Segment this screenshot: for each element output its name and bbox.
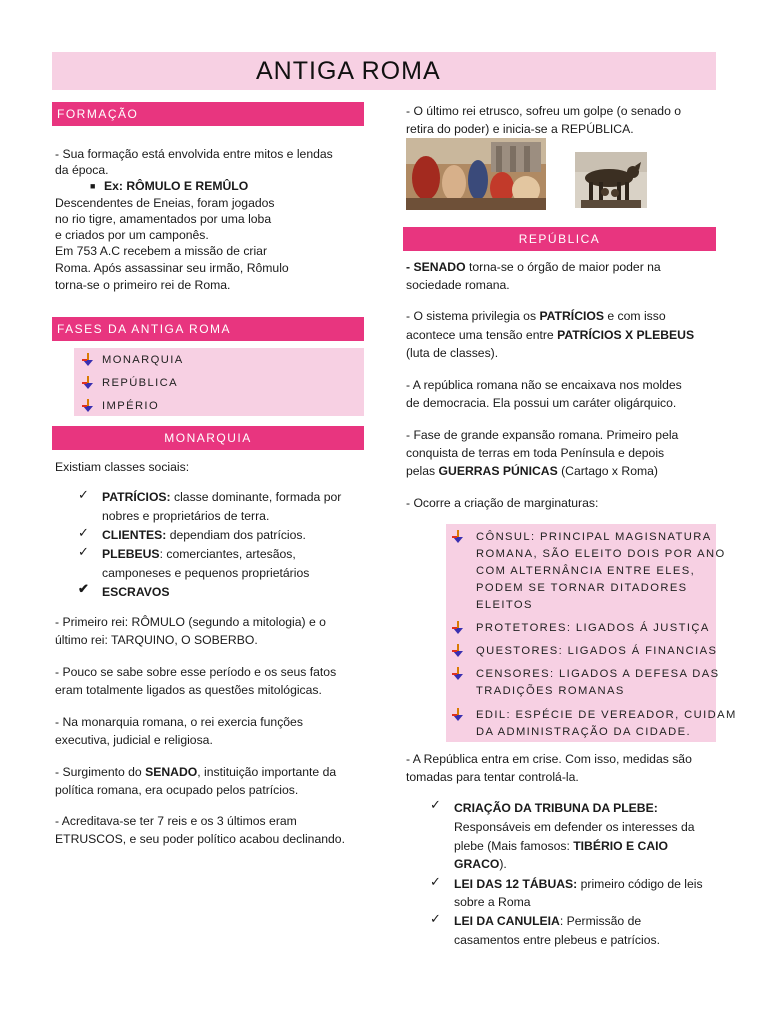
- fases-item: MONARQUIA: [102, 354, 184, 366]
- monarquia-paragraph: política romana, era ocupado pelos patrícios.: [55, 783, 299, 797]
- arrow-bullet-icon: [82, 353, 94, 367]
- magistratura-item-line: PODEM SE TORNAR DITADORES: [476, 582, 688, 594]
- arrow-bullet-icon: [452, 708, 464, 722]
- medida-12-tabuas: LEI DAS 12 TÁBUAS: primeiro código de leis: [454, 877, 703, 891]
- page-title: ANTIGA ROMA: [256, 57, 441, 85]
- magistratura-item-line: TRADIÇÕES ROMANAS: [476, 685, 625, 697]
- magistratura-item: CÔNSUL: PRINCIPAL MAGISNATURA: [476, 531, 712, 543]
- republica-crise-line2: tomadas para tentar controlá-la.: [406, 770, 579, 784]
- magistratura-item: PROTETORES: LIGADOS Á JUSTIÇA: [476, 622, 710, 634]
- monarquia-paragraph: executiva, judicial e religiosa.: [55, 733, 213, 747]
- monarquia-paragraph: ETRUSCOS, e seu poder político acabou declinando.: [55, 832, 345, 846]
- check-icon: ✓: [430, 911, 441, 926]
- monarquia-paragraph: - Acreditava-se ter 7 reis e os 3 últimos eram: [55, 814, 297, 828]
- fases-item: IMPÉRIO: [102, 400, 160, 412]
- check-icon: ✓: [78, 544, 89, 559]
- class-item-clientes: CLIENTES: dependiam dos patrícios.: [102, 528, 306, 542]
- square-bullet-icon: ■: [90, 181, 96, 191]
- formacao-intro-line2: da época.: [55, 163, 109, 177]
- arrow-bullet-icon: [452, 621, 464, 635]
- monarquia-paragraph: último rei: TARQUINO, O SOBERBO.: [55, 633, 258, 647]
- formacao-intro-line1: - Sua formação está envolvida entre mitos e lendas: [55, 147, 333, 161]
- formacao-line: no rio tigre, amamentados por uma loba: [55, 212, 272, 226]
- republica-p4: - Fase de grande expansão romana. Primeiro pela: [406, 428, 679, 442]
- formacao-line: torna-se o primeiro rei de Roma.: [55, 278, 231, 292]
- magistratura-item: CENSORES: LIGADOS A DEFESA DAS: [476, 668, 720, 680]
- formacao-example: Ex: RÔMULO E REMÛLO: [104, 179, 249, 193]
- formacao-line: Descendentes de Eneias, foram jogados: [55, 196, 275, 210]
- arrow-bullet-icon: [452, 667, 464, 681]
- republica-p1: - SENADO torna-se o órgão de maior poder na: [406, 260, 661, 274]
- medida-tribuna: CRIAÇÃO DA TRIBUNA DA PLEBE:: [454, 801, 658, 815]
- arrow-bullet-icon: [82, 376, 94, 390]
- class-item-escravos: ESCRAVOS: [102, 585, 170, 599]
- capitoline-wolf-image: [575, 152, 647, 208]
- class-item-plebeus-line2: camponeses e pequenos proprietários: [102, 566, 310, 580]
- medida-tribuna-line4: GRACO).: [454, 857, 507, 871]
- check-icon: ✓: [78, 525, 89, 540]
- medida-canuleia-line2: casamentos entre plebeus e patrícios.: [454, 933, 660, 947]
- medida-tribuna-line3: plebe (Mais famosos: TIBÉRIO E CAIO: [454, 839, 669, 853]
- magistratura-item-line: COM ALTERNÂNCIA ENTRE ELES,: [476, 565, 696, 577]
- magistratura-item: EDIL: ESPÉCIE DE VEREADOR, CUIDAM: [476, 709, 737, 721]
- magistratura-item-line: ELEITOS: [476, 599, 533, 611]
- fases-header-label: FASES DA ANTIGA ROMA: [57, 322, 232, 336]
- check-icon: ✓: [78, 487, 89, 502]
- monarquia-paragraph: - Pouco se sabe sobre esse período e os seus fatos: [55, 665, 337, 679]
- formacao-header-label: FORMAÇÃO: [57, 107, 139, 121]
- republica-p4-line3: pelas GUERRAS PÚNICAS (Cartago x Roma): [406, 464, 658, 478]
- section-header-monarquia: [52, 426, 364, 450]
- section-header-formacao: [52, 102, 364, 126]
- republica-p3-line2: de democracia. Ela possui um caráter oligárquico.: [406, 396, 677, 410]
- formacao-line: Em 753 A.C recebem a missão de criar: [55, 244, 268, 258]
- republica-p3: - A república romana não se encaixava nos moldes: [406, 378, 682, 392]
- roman-painting-image: [406, 138, 546, 210]
- magistratura-item: QUESTORES: LIGADOS Á FINANCIAS: [476, 645, 718, 657]
- magistratura-item-line: ROMANA, SÃO ELEITO DOIS POR ANO: [476, 548, 726, 560]
- monarquia-paragraph: - Primeiro rei: RÔMULO (segundo a mitologia) e o: [55, 615, 326, 629]
- monarquia-header-label: MONARQUIA: [164, 431, 252, 445]
- republica-p2-line2: acontece uma tensão entre PATRÍCIOS X PLEBEUS: [406, 328, 695, 342]
- check-icon: ✓: [430, 874, 441, 889]
- arrow-bullet-icon: [82, 399, 94, 413]
- monarquia-paragraph: - Na monarquia romana, o rei exercia funções: [55, 715, 303, 729]
- monarquia-paragraph: eram totalmente ligados as questões mitológicas.: [55, 683, 322, 697]
- republica-p2-line3: (luta de classes).: [406, 346, 499, 360]
- republica-p2: - O sistema privilegia os PATRÍCIOS e com isso: [406, 309, 666, 323]
- section-header-fases: [52, 317, 364, 341]
- republica-p5: - Ocorre a criação de marginaturas:: [406, 496, 599, 510]
- formacao-line: Roma. Após assassinar seu irmão, Rômulo: [55, 261, 289, 275]
- arrow-bullet-icon: [452, 644, 464, 658]
- class-item-patricios-line2: nobres e proprietários de terra.: [102, 509, 270, 523]
- medida-tribuna-line2: Responsáveis em defender os interesses da: [454, 820, 695, 834]
- check-icon: ✔: [78, 581, 89, 596]
- right-top-line2: retira do poder) e inicia-se a REPÚBLICA.: [406, 122, 634, 136]
- class-item-patricios: PATRÍCIOS: classe dominante, formada por: [102, 490, 342, 504]
- fases-item: REPÚBLICA: [102, 377, 179, 389]
- arrow-bullet-icon: [452, 530, 464, 544]
- republica-p4-line2: conquista de terras em toda Península e depois: [406, 446, 665, 460]
- republica-crise: - A República entra em crise. Com isso, medidas são: [406, 752, 692, 766]
- medida-canuleia: LEI DA CANULEIA: Permissão de: [454, 914, 642, 928]
- class-item-plebeus: PLEBEUS: comerciantes, artesãos,: [102, 547, 296, 561]
- republica-header-label: REPÚBLICA: [518, 232, 601, 246]
- monarquia-paragraph: - Surgimento do SENADO, instituição importante da: [55, 765, 337, 779]
- republica-p1-line2: sociedade romana.: [406, 278, 510, 292]
- formacao-line: e criados por um camponês.: [55, 228, 209, 242]
- title-bar: [52, 52, 716, 90]
- magistratura-item-line: DA ADMINISTRAÇÃO DA CIDADE.: [476, 726, 691, 738]
- section-header-republica: [403, 227, 716, 251]
- check-icon: ✓: [430, 797, 441, 812]
- monarquia-intro: Existiam classes sociais:: [55, 460, 190, 474]
- medida-12-tabuas-line2: sobre a Roma: [454, 895, 531, 909]
- right-top-line1: - O último rei etrusco, sofreu um golpe (o senado o: [406, 104, 682, 118]
